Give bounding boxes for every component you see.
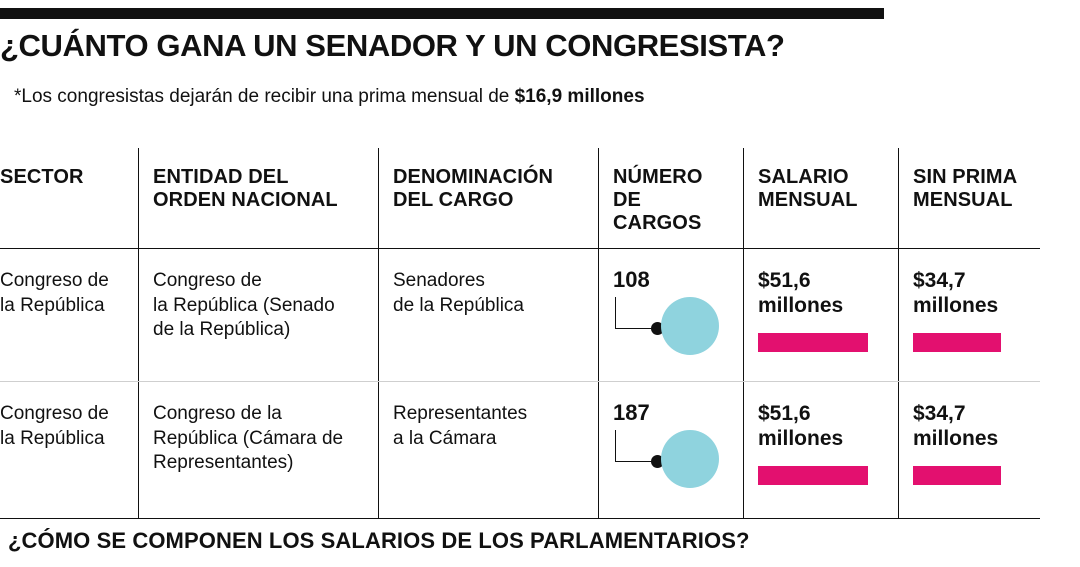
cell-entidad xyxy=(138,382,378,518)
leader-line-horizontal xyxy=(615,328,655,329)
cell-sector xyxy=(0,249,138,381)
page-title: ¿CUÁNTO GANA UN SENADOR Y UN CONGRESISTA? xyxy=(0,28,785,63)
cell-cargo-line2: a la Cámara xyxy=(393,427,497,449)
cell-salario xyxy=(743,249,898,381)
column-header-sinprima xyxy=(898,148,1040,248)
table-header-row xyxy=(0,148,1040,248)
bubble-chart xyxy=(613,297,731,359)
cell-cargo xyxy=(378,249,598,381)
column-header-numero xyxy=(598,148,743,248)
cell-cargo-line1: Senadores xyxy=(393,270,485,292)
leader-line-vertical xyxy=(615,430,616,462)
column-header-entidad xyxy=(138,148,378,248)
salario-amount: $51,6 xyxy=(758,269,811,293)
leader-line-vertical xyxy=(615,297,616,329)
salario-unit: millones xyxy=(758,427,844,451)
subtitle-note xyxy=(14,86,645,108)
leader-line-horizontal xyxy=(615,461,655,462)
cell-numero xyxy=(598,249,743,381)
cell-cargo-line2: de la República xyxy=(393,294,524,316)
section-title-composition: ¿CÓMO SE COMPONEN LOS SALARIOS DE LOS PARLAMENTARIOS? xyxy=(8,528,750,553)
salario-unit: millones xyxy=(758,294,844,318)
cell-sector-line2: la República xyxy=(0,427,105,449)
sinprima-amount: $34,7 xyxy=(913,402,966,426)
table-row xyxy=(0,249,1040,381)
sinprima-unit: millones xyxy=(913,427,999,451)
column-header-sinprima-line1: SIN PRIMA xyxy=(913,166,1018,188)
cell-cargo xyxy=(378,382,598,518)
column-header-salario-line2: MENSUAL xyxy=(758,188,858,211)
column-header-numero-line1: NÚMERO xyxy=(613,166,703,188)
cell-sector-line1: Congreso de xyxy=(0,403,109,425)
cell-entidad-line1: Congreso de xyxy=(153,270,262,292)
count-bubble xyxy=(661,430,719,488)
cell-entidad xyxy=(138,249,378,381)
cell-sinprima xyxy=(898,382,1040,518)
column-header-entidad-line1: ENTIDAD DEL xyxy=(153,166,289,188)
cell-sector-line2: la República xyxy=(0,294,105,316)
numero-value: 108 xyxy=(613,267,650,293)
column-header-cargo-line2: DEL CARGO xyxy=(393,188,514,211)
cell-numero xyxy=(598,382,743,518)
cell-salario xyxy=(743,382,898,518)
sinprima-unit: millones xyxy=(913,294,999,318)
column-header-cargo-line1: DENOMINACIÓN xyxy=(393,166,554,188)
numero-value: 187 xyxy=(613,400,650,426)
sinprima-bar xyxy=(913,466,1001,485)
column-header-numero-line2: DE CARGOS xyxy=(613,188,702,234)
table-row xyxy=(0,382,1040,518)
bubble-chart xyxy=(613,430,731,492)
cell-sector-line1: Congreso de xyxy=(0,270,109,292)
cell-cargo-line1: Representantes xyxy=(393,403,528,425)
top-rule-divider xyxy=(0,8,884,19)
cell-entidad-line1: Congreso de la xyxy=(153,403,282,425)
column-header-entidad-line2: ORDEN NACIONAL xyxy=(153,188,338,211)
salario-bar xyxy=(758,333,868,352)
column-header-cargo xyxy=(378,148,598,248)
cell-entidad-line3: Representantes) xyxy=(153,452,294,474)
column-header-sinprima-line2: MENSUAL xyxy=(913,188,1013,211)
cell-entidad-line2: la República (Senado xyxy=(153,294,335,316)
subtitle-amount: $16,9 millones xyxy=(514,86,645,107)
salario-bar xyxy=(758,466,868,485)
column-header-salario-line1: SALARIO xyxy=(758,166,849,188)
subtitle-text: *Los congresistas dejarán de recibir una prima mensual de xyxy=(14,86,515,107)
cell-entidad-line3: de la República) xyxy=(153,319,291,341)
column-header-salario xyxy=(743,148,898,248)
salario-amount: $51,6 xyxy=(758,402,811,426)
sinprima-bar xyxy=(913,333,1001,352)
cell-sector xyxy=(0,382,138,518)
table-bottom-divider xyxy=(0,518,1040,519)
count-bubble xyxy=(661,297,719,355)
column-header-sector xyxy=(0,148,138,248)
salary-table xyxy=(0,148,1040,519)
sinprima-amount: $34,7 xyxy=(913,269,966,293)
column-header-sector-line1: SECTOR xyxy=(0,166,84,188)
cell-sinprima xyxy=(898,249,1040,381)
cell-entidad-line2: República (Cámara de xyxy=(153,427,344,449)
